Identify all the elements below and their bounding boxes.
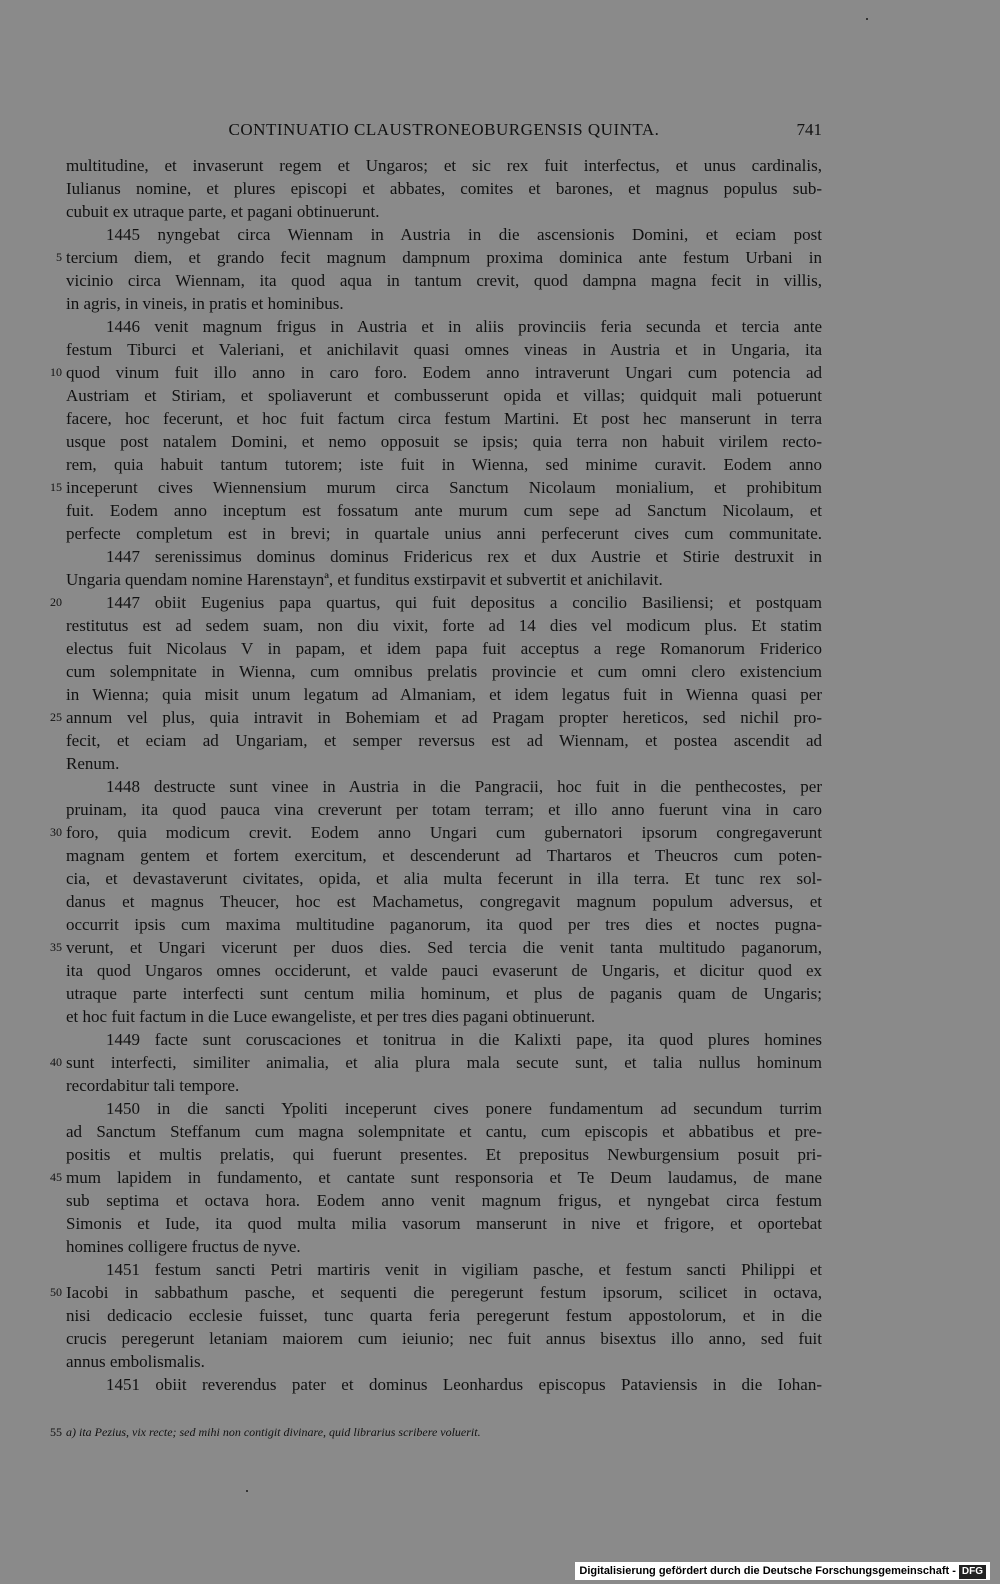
line-text: tercium diem, et grando fecit magnum dampnum proxima dominica ante festum Urbani in bbox=[66, 248, 822, 267]
text-line bbox=[66, 338, 822, 361]
text-line bbox=[66, 867, 822, 890]
footnote bbox=[46, 1425, 822, 1440]
text-line bbox=[66, 1120, 822, 1143]
text-line bbox=[66, 1327, 822, 1350]
text-line bbox=[66, 1235, 822, 1258]
text-line bbox=[50, 706, 822, 729]
line-text: in Wienna; quia misit unum legatum ad Almaniam, et idem legatus fuit in Wienna quasi per bbox=[66, 685, 822, 704]
text-line bbox=[66, 430, 822, 453]
text-line bbox=[66, 292, 822, 315]
line-text: occurrit ipsis cum maxima multitudine paganorum, ita quod per tres dies et noctes pugna- bbox=[66, 915, 822, 934]
scan-speck bbox=[866, 18, 868, 20]
text-line bbox=[50, 1166, 822, 1189]
line-text: et hoc fuit factum in die Luce ewangeliste, et per tres dies pagani obtinuerunt. bbox=[66, 1007, 596, 1026]
text-line bbox=[66, 913, 822, 936]
line-text: 1448 destructe sunt vinee in Austria in die Pangracii, hoc fuit in die penthecostes, per bbox=[106, 777, 822, 796]
text-body bbox=[50, 154, 822, 1396]
text-line bbox=[66, 982, 822, 1005]
text-line bbox=[66, 775, 822, 798]
line-text: magnam gentem et fortem exercitum, et descenderunt ad Thartaros et Theucros cum poten- bbox=[66, 846, 822, 865]
text-line bbox=[66, 1028, 822, 1051]
running-header bbox=[66, 118, 822, 142]
line-text: verunt, et Ungari vicerunt per duos dies. Sed tercia die venit tanta multitudo paganorum, bbox=[66, 938, 822, 957]
text-line bbox=[66, 407, 822, 430]
text-line bbox=[66, 1212, 822, 1235]
text-line bbox=[50, 591, 822, 614]
text-line bbox=[66, 453, 822, 476]
credit-text: Digitalisierung gefördert durch die Deutsche Forschungsgemeinschaft - bbox=[579, 1565, 956, 1577]
text-line bbox=[50, 361, 822, 384]
line-text: 1446 venit magnum frigus in Austria et in aliis provinciis feria secunda et tercia ante bbox=[106, 317, 822, 336]
line-text: cum solempnitate in Wienna, cum omnibus prelatis provincie et cum omni clero existencium bbox=[66, 662, 822, 681]
line-text: in agris, in vineis, in pratis et hominibus. bbox=[66, 294, 344, 313]
text-line bbox=[66, 1097, 822, 1120]
line-number: 30 bbox=[50, 825, 62, 839]
line-text: festum Tiburci et Valeriani, et anichilavit quasi omnes vineas in Austria et in Ungaria, ita bbox=[66, 340, 822, 359]
line-text: foro, quia modicum crevit. Eodem anno Ungari cum gubernatori ipsorum congregaverunt bbox=[66, 823, 822, 842]
text-line bbox=[66, 1304, 822, 1327]
text-line bbox=[66, 614, 822, 637]
text-line bbox=[50, 936, 822, 959]
line-number: 40 bbox=[50, 1055, 62, 1069]
text-line bbox=[66, 1143, 822, 1166]
line-text: recordabitur tali tempore. bbox=[66, 1076, 240, 1095]
dfg-logo-icon: DFG bbox=[959, 1565, 986, 1579]
line-number: 50 bbox=[50, 1285, 62, 1299]
text-line bbox=[66, 545, 822, 568]
page-title: CONTINUATIO CLAUSTRONEOBURGENSIS QUINTA. bbox=[228, 120, 660, 139]
text-line bbox=[66, 637, 822, 660]
line-number: 35 bbox=[50, 940, 62, 954]
text-line bbox=[66, 1373, 822, 1396]
line-text: electus fuit Nicolaus V in papam, et idem papa fuit acceptus a rege Romanorum Friderico bbox=[66, 639, 822, 658]
line-number: 20 bbox=[50, 595, 62, 609]
text-line bbox=[66, 1074, 822, 1097]
text-line bbox=[66, 959, 822, 982]
line-text: ita quod Ungaros omnes occiderunt, et valde pauci evaserunt de Ungaris, et dicitur quod ex bbox=[66, 961, 822, 980]
text-line bbox=[66, 660, 822, 683]
line-text: 1450 in die sancti Ypoliti inceperunt cives ponere fundamentum ad secundum turrim bbox=[106, 1099, 822, 1118]
text-line bbox=[50, 1051, 822, 1074]
text-line bbox=[66, 499, 822, 522]
text-line bbox=[56, 246, 822, 269]
text-line bbox=[66, 798, 822, 821]
line-text: annum vel plus, quia intravit in Bohemiam et ad Pragam propter hereticos, sed nichil pro- bbox=[66, 708, 822, 727]
line-text: 1447 serenissimus dominus dominus Fridericus rex et dux Austrie et Stirie destruxit in bbox=[106, 547, 822, 566]
text-line bbox=[66, 729, 822, 752]
text-line bbox=[66, 384, 822, 407]
text-line bbox=[66, 223, 822, 246]
line-text: 1451 festum sancti Petri martiris venit in vigiliam pasche, et festum sancti Philippi et bbox=[106, 1260, 822, 1279]
text-line bbox=[66, 1350, 822, 1373]
line-text: 1447 obiit Eugenius papa quartus, qui fuit depositus a concilio Basiliensi; et postquam bbox=[106, 593, 822, 612]
text-line bbox=[66, 177, 822, 200]
text-line bbox=[66, 844, 822, 867]
line-number: 45 bbox=[50, 1170, 62, 1184]
line-text: Austriam et Stiriam, et spoliaverunt et combusserunt opida et villas; quidquit mali potuerunt bbox=[66, 386, 822, 405]
text-line bbox=[66, 1189, 822, 1212]
text-line bbox=[50, 1281, 822, 1304]
line-text: multitudine, et invaserunt regem et Ungaros; et sic rex fuit interfectus, et unus cardinalis, bbox=[66, 156, 822, 175]
line-number: 15 bbox=[50, 480, 62, 494]
line-text: vicinio circa Wiennam, ita quod aqua in tantum crevit, quod dampna magna fecit in villis, bbox=[66, 271, 822, 290]
footnote-line-number: 55 bbox=[50, 1425, 62, 1439]
line-text: sub septima et octava hora. Eodem anno venit magnum frigus, et nyngebat circa festum bbox=[66, 1191, 822, 1210]
line-text: homines colligere fructus de nyve. bbox=[66, 1237, 301, 1256]
line-text: cia, et devastaverunt civitates, opida, et alia multa fecerunt in illa terra. Et tunc rex sol- bbox=[66, 869, 822, 888]
line-text: restitutus est ad sedem suam, non diu vixit, forte ad 14 dies vel modicum plus. Et statim bbox=[66, 616, 822, 635]
text-line bbox=[66, 522, 822, 545]
line-text: 1445 nyngebat circa Wiennam in Austria in die ascensionis Domini, et eciam post bbox=[106, 225, 822, 244]
text-line bbox=[66, 315, 822, 338]
line-number: 25 bbox=[50, 710, 62, 724]
line-number: 5 bbox=[56, 250, 62, 264]
text-line bbox=[66, 200, 822, 223]
line-text: ad Sanctum Steffanum cum magna solempnitate et cantu, cum episcopis et abbatibus et pre- bbox=[66, 1122, 822, 1141]
line-text: inceperunt cives Wiennensium murum circa Sanctum Nicolaum monialium, et prohibitum bbox=[66, 478, 822, 497]
text-line bbox=[66, 1005, 822, 1028]
dfg-credit bbox=[575, 1562, 990, 1580]
line-text: Iacobi in sabbathum pasche, et sequenti die peregerunt festum ipsorum, scilicet in octava, bbox=[66, 1283, 822, 1302]
page-number: 741 bbox=[796, 120, 822, 139]
line-text: positis et multis prelatis, qui fuerunt presentes. Et prepositus Newburgensium posuit pri- bbox=[66, 1145, 822, 1164]
text-line bbox=[66, 1258, 822, 1281]
line-text: Simonis et Iude, ita quod multa milia vasorum manserunt in nive et frigore, et oportebat bbox=[66, 1214, 822, 1233]
line-text: pruinam, ita quod pauca vina creverunt per totam terram; et illo anno fuerunt vina in caro bbox=[66, 800, 822, 819]
line-text: mum lapidem in fundamento, et cantate sunt responsoria et Te Deum laudamus, de mane bbox=[66, 1168, 822, 1187]
line-text: quod vinum fuit illo anno in caro foro. Eodem anno intraverunt Ungari cum potencia ad bbox=[66, 363, 822, 382]
line-text: crucis peregerunt letaniam maiorem cum ieiunio; nec fuit annus bisextus illo anno, sed fuit bbox=[66, 1329, 822, 1348]
line-text: utraque parte interfecti sunt centum milia hominum, et plus de paganis quam de Ungaris; bbox=[66, 984, 822, 1003]
text-line bbox=[66, 154, 822, 177]
line-text: Iulianus nomine, et plures episcopi et abbates, comites et barones, et magnus populus sub- bbox=[66, 179, 822, 198]
line-text: usque post natalem Domini, et nemo opposuit se ipsis; quia terra non habuit virilem recto- bbox=[66, 432, 822, 451]
footnote-text: a) ita Pezius, vix recte; sed mihi non contigit divinare, quid librarius scribere voluerit. bbox=[66, 1425, 481, 1439]
line-text: fuit. Eodem anno inceptum est fossatum ante murum cum sepe ad Sanctum Nicolaum, et bbox=[66, 501, 822, 520]
line-text: 1449 facte sunt coruscaciones et tonitrua in die Kalixti pape, ita quod plures homines bbox=[106, 1030, 822, 1049]
line-text: annus embolismalis. bbox=[66, 1352, 205, 1371]
line-text: Renum. bbox=[66, 754, 120, 773]
line-number: 10 bbox=[50, 365, 62, 379]
text-line bbox=[50, 476, 822, 499]
text-line bbox=[50, 821, 822, 844]
line-text: fecit, et eciam ad Ungariam, et semper reversus est ad Wiennam, et postea ascendit ad bbox=[66, 731, 822, 750]
text-line bbox=[66, 752, 822, 775]
text-line bbox=[66, 568, 822, 591]
line-text: facere, hoc fecerunt, et hoc fuit factum circa festum Martini. Et post hec manserunt in terra bbox=[66, 409, 822, 428]
text-line bbox=[66, 890, 822, 913]
line-text: rem, quia habuit tantum tutorem; iste fuit in Wienna, sed minime curavit. Eodem anno bbox=[66, 455, 822, 474]
line-text: Ungaria quendam nomine Harenstaynª, et funditus exstirpavit et subvertit et anichilavit. bbox=[66, 570, 663, 589]
text-line bbox=[66, 683, 822, 706]
line-text: danus et magnus Theucer, hoc est Machametus, congregavit magnum populum adversus, et bbox=[66, 892, 822, 911]
text-line bbox=[66, 269, 822, 292]
line-text: cubuit ex utraque parte, et pagani obtinuerunt. bbox=[66, 202, 380, 221]
line-text: sunt interfecti, similiter animalia, et alia plura mala secute sunt, et talia nullus hominum bbox=[66, 1053, 822, 1072]
line-text: perfecte completum est in brevi; in quartale unius anni perfecerunt cives cum communitate. bbox=[66, 524, 822, 543]
scan-speck bbox=[246, 1490, 248, 1492]
line-text: nisi dedicacio ecclesie fuisset, tunc quarta feria peregerunt festum appostolorum, et in die bbox=[66, 1306, 822, 1325]
line-text: 1451 obiit reverendus pater et dominus Leonhardus episcopus Pataviensis in die Iohan- bbox=[106, 1375, 822, 1394]
